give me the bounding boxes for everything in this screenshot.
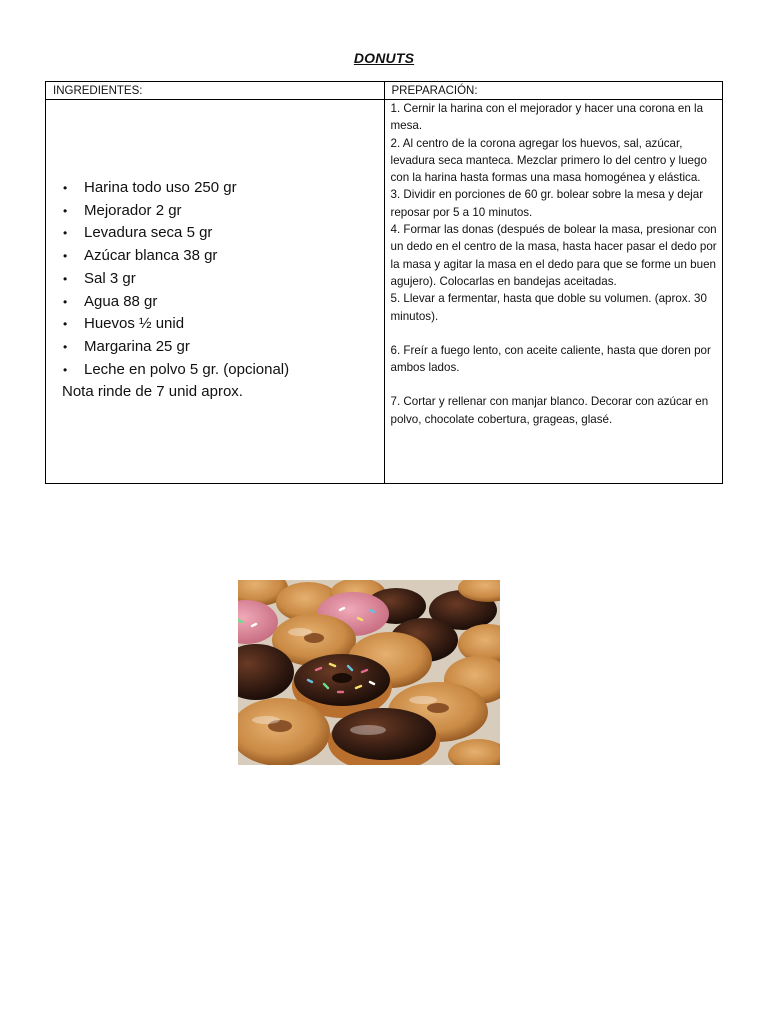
step-4: 4. Formar las donas (después de bolear la masa, presionar con un dedo en el centro de la masa, hasta hacer pasar el dedo por la masa y agitar la masa en el dedo para que se forme un buen agujero). Colocarlas en bandejas aceitadas. [390, 223, 717, 288]
step-5: 5. Llevar a fermentar, hasta que doble su volumen. (aprox. 30 minutos). [390, 292, 707, 323]
bullet-icon: • [63, 294, 68, 309]
step-3: 3. Dividir en porciones de 60 gr. bolear sobre la mesa y dejar reposar por 5 a 10 minutos. [390, 188, 704, 219]
list-item [62, 359, 380, 382]
ingredient-text: Huevos ½ unid [84, 315, 185, 333]
list-item [62, 245, 380, 268]
ingredient-text: Leche en polvo 5 gr. (opcional) [84, 360, 290, 378]
document-title: DONUTS [353, 50, 415, 66]
list-item [62, 268, 380, 291]
ingredients-list [62, 177, 380, 381]
step-1: 1. Cernir la harina con el mejorador y hacer una corona en la mesa. [390, 102, 704, 133]
bullet-icon: • [63, 339, 68, 354]
list-item [62, 200, 380, 223]
preparation-header: PREPARACIÓN: [384, 82, 723, 100]
ingredient-text: Azúcar blanca 38 gr [84, 247, 218, 265]
bullet-icon: • [63, 181, 68, 195]
ingredient-text: Margarina 25 gr [84, 337, 190, 355]
bullet-icon: • [63, 271, 68, 286]
bullet-icon: • [63, 226, 68, 241]
bullet-icon: • [63, 249, 68, 264]
step-2: 2. Al centro de la corona agregar los huevos, sal, azúcar, levadura seca manteca. Mezclar primero lo del centro y luego con la harina hasta formas una masa homogénea y elástica. [390, 136, 707, 185]
preparation-cell [384, 100, 723, 484]
donuts-photo [238, 580, 500, 765]
spacer [391, 376, 719, 393]
bullet-icon: • [63, 203, 68, 218]
bullet-icon: • [63, 362, 68, 377]
list-item [62, 291, 380, 314]
ingredient-text: Levadura seca 5 gr [84, 224, 213, 242]
bullet-icon: • [63, 317, 68, 332]
list-item [62, 177, 380, 200]
list-item [62, 313, 380, 336]
ingredients-block [62, 177, 380, 403]
step-6: 6. Freír a fuego lento, con aceite caliente, hasta que doren por ambos lados. [390, 343, 711, 375]
list-item [62, 336, 380, 359]
spacer [391, 325, 719, 342]
step-7: 7. Cortar y rellenar con manjar blanco. Decorar con azúcar en polvo, chocolate cobertura, grageas, glasé. [390, 395, 709, 426]
ingredient-text: Mejorador 2 gr [84, 201, 182, 219]
donuts-illustration [238, 580, 500, 765]
ingredient-text: Agua 88 gr [84, 292, 158, 310]
ingredients-header: INGREDIENTES: [46, 82, 385, 100]
ingredient-text: Harina todo uso 250 gr [84, 179, 237, 196]
preparation-steps [385, 100, 723, 428]
ingredient-text: Sal 3 gr [84, 269, 136, 287]
list-item [62, 222, 380, 245]
yield-note: Nota rinde de 7 unid aprox. [62, 383, 243, 401]
recipe-table [45, 81, 723, 484]
ingredients-cell [46, 100, 385, 484]
